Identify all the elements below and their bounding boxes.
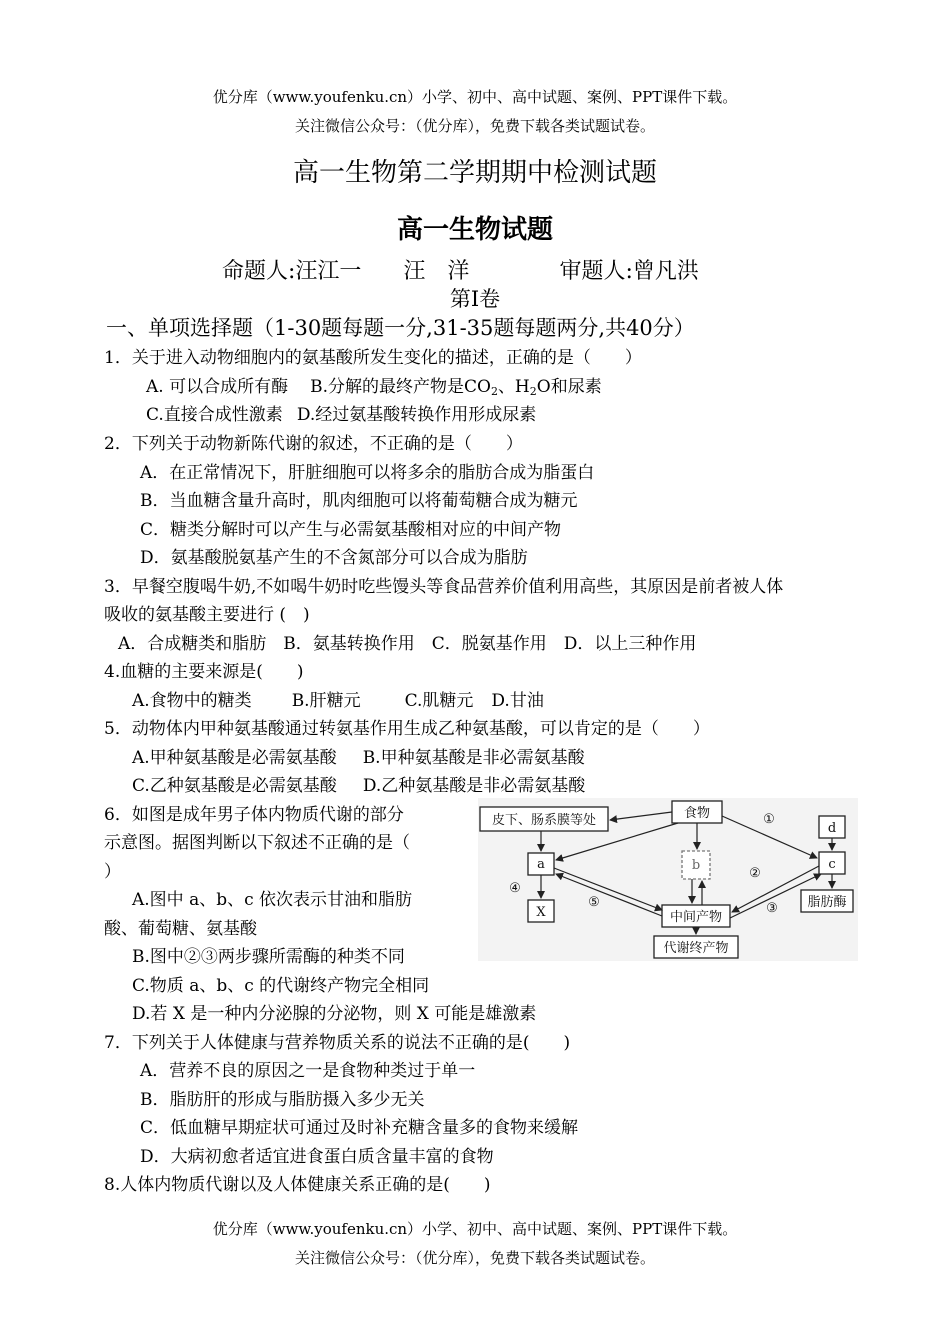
q7-option-a: A．营养不良的原因之一是食物种类过于单一 (140, 1061, 476, 1081)
node-end-label: 代谢终产物 (663, 941, 729, 956)
q5-stem: 5．动物体内甲种氨基酸通过转氨基作用生成乙种氨基酸，可以肯定的是（ ） (104, 719, 710, 739)
header-line-2: 关注微信公众号：（优分库），免费下载各类试题试卷。 (294, 117, 655, 135)
q7-option-d: D．大病初愈者适宜进食蛋白质含量丰富的食物 (140, 1147, 494, 1167)
reviewer: 审题人:曾凡洪 (559, 259, 699, 284)
q2-option-a: A．在正常情况下，肝脏细胞可以将多余的脂肪合成为脂蛋白 (140, 463, 595, 483)
exam-subtitle: 高一生物试题 (396, 215, 553, 245)
node-d-label: d (827, 821, 837, 836)
authors-line (222, 258, 699, 286)
node-lipase-label: 脂肪酶 (807, 895, 847, 910)
node-food-label: 食物 (683, 806, 711, 821)
node-c-label: c (828, 857, 836, 872)
metabolism-diagram (478, 798, 858, 961)
q4-option-c: C.肌糖元 (404, 691, 474, 711)
q4-option-b: B.肝糖元 (291, 691, 361, 711)
node-skin-label: 皮下、肠系膜等处 (491, 813, 597, 828)
q2-stem: 2．下列关于动物新陈代谢的叙述，不正确的是（ ） (104, 434, 523, 454)
footer-line-2: 关注微信公众号：（优分库），免费下载各类试题试卷。 (294, 1249, 655, 1267)
q1-options-row2 (146, 404, 536, 426)
q6-stem-line3: ） (104, 862, 121, 882)
node-intermediate-label: 中间产物 (669, 910, 723, 925)
footer-line-1: 优分库（www.youfenku.cn）小学、初中、高中试题、案例、PPT课件下载。 (212, 1220, 738, 1238)
q6-stem-line1: 6．如图是成年男子体内物质代谢的部分 (104, 805, 404, 825)
section-title: 一、单项选择题（1-30题每题一分,31-35题每题两分,共40分） (106, 316, 695, 340)
header-line-1: 优分库（www.youfenku.cn）小学、初中、高中试题、案例、PPT课件下载。 (212, 88, 738, 106)
q3-options: A．合成糖类和脂肪 B．氨基转换作用 C．脱氨基作用 D．以上三种作用 (118, 634, 697, 654)
step-label-1: ① (763, 812, 775, 827)
q1-option-b: B.分解的最终产物是$CO_2$、$H_2O$和尿素 (310, 377, 602, 398)
node-b-label: b (691, 858, 701, 873)
q6-stem-line2: 示意图。据图判断以下叙述不正确的是（ (104, 833, 410, 853)
q5-option-c: C.乙种氨基酸是必需氨基酸 (132, 776, 337, 796)
step-label-2: ② (749, 866, 761, 881)
q5-option-a: A.甲种氨基酸是必需氨基酸 (132, 748, 337, 768)
q1-option-c: C.直接合成性激素 (146, 405, 283, 425)
q5-option-b: B.甲种氨基酸是非必需氨基酸 (362, 748, 585, 768)
node-x-label: X (536, 905, 546, 920)
step-label-5: ⑤ (588, 895, 600, 910)
q4-option-d: D.甘油 (491, 691, 544, 711)
q2-option-b: B．当血糖含量升高时，肌肉细胞可以将葡萄糖合成为糖元 (140, 491, 578, 511)
q4-options (132, 690, 544, 712)
q4-stem: 4.血糖的主要来源是( ) (104, 662, 304, 682)
q2-option-c: C．糖类分解时可以产生与必需氨基酸相对应的中间产物 (140, 520, 562, 540)
q6-option-a-line2: 酸、葡萄糖、氨基酸 (104, 919, 257, 939)
q5-options-row1 (132, 747, 585, 769)
q1-option-d: D.经过氨基酸转换作用形成尿素 (296, 405, 537, 425)
step-label-3: ③ (766, 901, 778, 916)
q8-stem: 8.人体内物质代谢以及人体健康关系正确的是( ) (104, 1175, 491, 1195)
author-left: 命题人:汪江一 (222, 259, 362, 284)
q5-options-row2 (132, 775, 585, 797)
q6-option-a-line1: A.图中 a、b、c 依次表示甘油和脂肪 (132, 890, 413, 910)
q1-stem: 1．关于进入动物细胞内的氨基酸所发生变化的描述，正确的是（ ） (104, 348, 642, 368)
q5-option-d: D.乙种氨基酸是非必需氨基酸 (362, 776, 586, 796)
arrow-food-to-skin (610, 812, 672, 820)
q1-options-row1 (146, 376, 602, 398)
q7-stem: 7．下列关于人体健康与营养物质关系的说法不正确的是( ) (104, 1033, 571, 1053)
step-label-4: ④ (509, 881, 521, 896)
node-a-label: a (537, 857, 545, 872)
author-mid: 汪 洋 (403, 259, 470, 284)
exam-title: 高一生物第二学期期中检测试题 (292, 158, 657, 188)
q1-option-a: A. 可以合成所有酶 (146, 377, 289, 397)
arrow-intermediate-to-a (556, 874, 662, 916)
q6-option-d: D.若 X 是一种内分泌腺的分泌物，则 X 可能是雄激素 (132, 1004, 537, 1024)
q4-option-a: A.食物中的糖类 (132, 691, 252, 711)
q3-stem-line2: 吸收的氨基酸主要进行 ( ) (104, 605, 310, 625)
q7-option-b: B．脂肪肝的形成与脂肪摄入多少无关 (140, 1090, 425, 1110)
q2-option-d: D．氨基酸脱氨基产生的不含氮部分可以合成为脂肪 (140, 548, 528, 568)
q6-option-b: B.图中②③两步骤所需酶的种类不同 (132, 947, 405, 967)
q7-option-c: C．低血糖早期症状可通过及时补充糖含量多的食物来缓解 (140, 1118, 579, 1138)
q3-stem-line1: 3．早餐空腹喝牛奶,不如喝牛奶时吃些馒头等食品营养价值利用高些，其原因是前者被人体 (104, 577, 784, 597)
volume-label: 第Ⅰ卷 (449, 287, 501, 311)
arrow-a-to-intermediate (554, 868, 662, 910)
q6-option-c: C.物质 a、b、c 的代谢终产物完全相同 (132, 976, 430, 996)
